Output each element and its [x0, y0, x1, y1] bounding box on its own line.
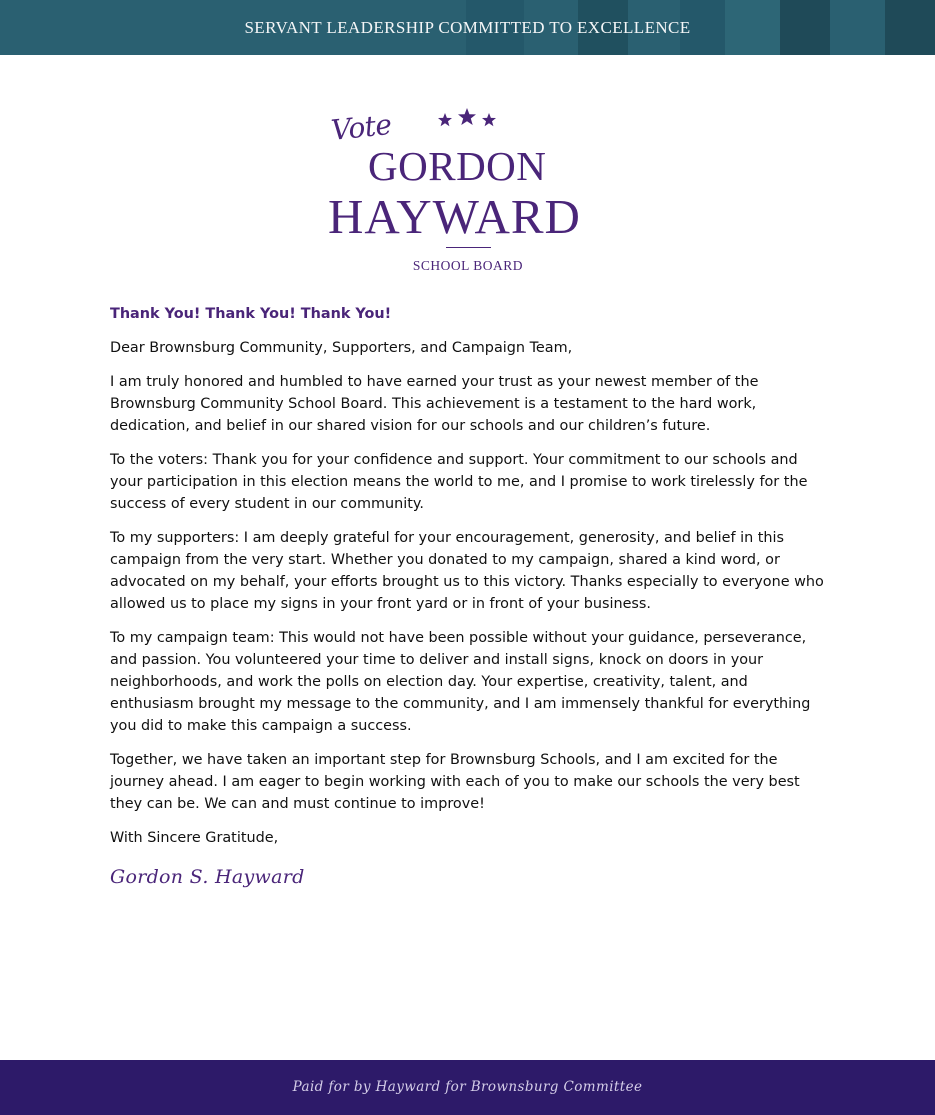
logo-divider	[446, 247, 491, 248]
footer-disclaimer: Paid for by Hayward for Brownsburg Committee	[292, 1079, 643, 1095]
letter-headline: Thank You! Thank You! Thank You!	[110, 306, 392, 322]
campaign-logo	[0, 0, 935, 290]
letter-closing: With Sincere Gratitude,	[110, 830, 279, 846]
logo-last-name: HAYWARD	[328, 189, 581, 244]
letter-paragraph: Together, we have taken an important step for Brownsburg Schools, and I am excited for the journey ahead. I am eager to begin working with each of you to make our schools the very best they can be. We can and must continue to improve!	[110, 752, 800, 812]
signature: Gordon S. Hayward	[110, 866, 305, 888]
footer-banner	[0, 1060, 935, 1115]
logo-office: SCHOOL BOARD	[412, 258, 524, 273]
banner-tagline: SERVANT LEADERSHIP COMMITTED TO EXCELLENCE	[244, 18, 691, 37]
letter-paragraph: I am truly honored and humbled to have earned your trust as your newest member of the Brownsburg Community School Board. This achievement is a testament to the hard work, dedication, and belief in our shared vision for our schools and our children’s future.	[110, 374, 759, 434]
letter-paragraph: To my campaign team: This would not have been possible without your guidance, perseverance, and passion. You volunteered your time to deliver and install signs, knock on doors in your neighborhoods, and work the polls on election day. Your expertise, creativity, talent, and enthusiasm brought my message to the community, and I am immensely thankful for everything you did to make this campaign a success.	[110, 630, 811, 734]
letter-paragraph: To the voters: Thank you for your confidence and support. Your commitment to our schools and your participation in this election means the world to me, and I promise to work tirelessly for the success of every student in our community.	[110, 452, 808, 512]
letter-salutation: Dear Brownsburg Community, Supporters, and Campaign Team,	[110, 340, 573, 356]
letter-body	[110, 303, 825, 861]
three-stars-icon	[436, 107, 498, 135]
logo-first-name: GORDON	[368, 143, 547, 189]
logo-vote-script: Vote	[329, 107, 394, 147]
letter-paragraph: To my supporters: I am deeply grateful for your encouragement, generosity, and belief in this campaign from the very start. Whether you donated to my campaign, shared a kind word, or advocated on my behalf, your efforts brought us to this victory. Thanks especially to everyone who allowed us to place my signs in your front yard or in front of your business.	[110, 530, 824, 612]
